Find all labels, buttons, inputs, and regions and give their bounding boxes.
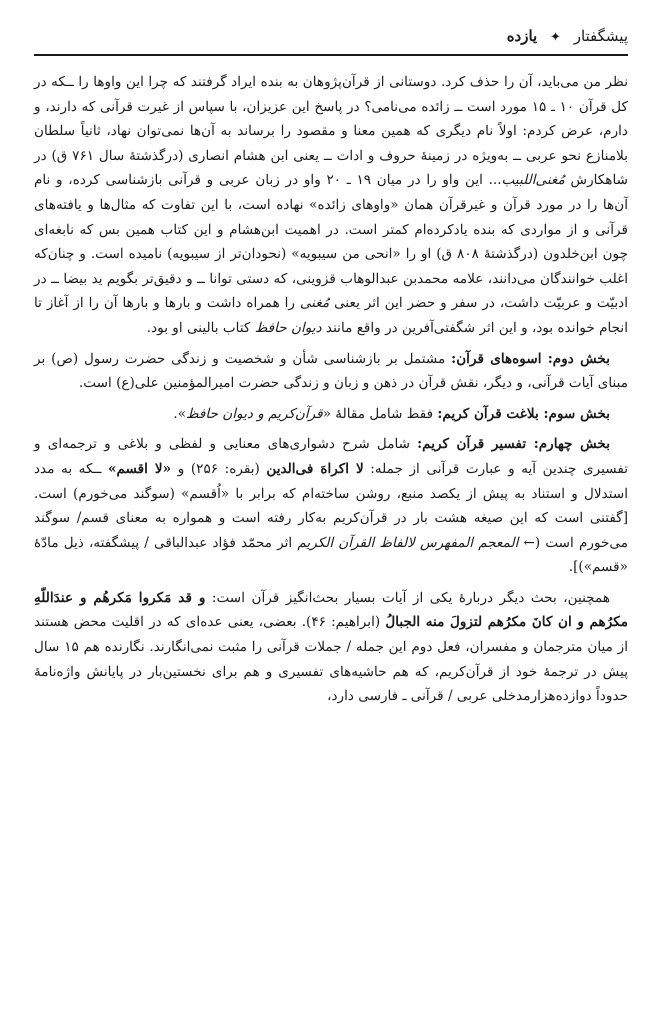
text-run: شامل شرح دشواری‌های معنایی و لفظی و بلاغی و ترجمه‌ای و تفسیری چندین آیه و عبارت قرآنی از جمله:: [34, 436, 628, 477]
paragraph-p1: [34, 70, 628, 341]
paragraph-p5: [34, 586, 628, 709]
bold-run: بخش سوم: بلاغت قرآن کریم:: [437, 405, 610, 422]
text-run: را همراه داشت و بارها و بارها آن را از آغاز تا انجام خوانده بود، و این اثر شگفتی‌آفرین در واقع مانند: [34, 295, 628, 336]
text-run: همچنین، بحث دیگر دربارهٔ یکی از آیات بسیار بحث‌انگیز قرآن است:: [205, 589, 610, 606]
text-run: ».: [173, 405, 187, 422]
italic-run: مُغنی: [299, 295, 330, 312]
book-title: پیشگفتار: [573, 27, 628, 45]
italic-run: مُغنی‌اللبیب: [501, 172, 565, 189]
text-run: (ابراهیم: ۴۶). بعضی، یعنی عده‌ای که در اقلیت محض هستند از میان مترجمان و مفسران، فعل دوم این جمله / جملات قرآنی را مثبت نمی‌انگارند. نگارنده هم ۱۵ سال پیش در ترجمهٔ خود از قرآن‌کریم، که هم حاشیه‌های تفسیری و هم برای نخستین‌بار در پایانش واژه‌نامهٔ حدوداً دوازده‌هزارمدخلی عربی / قرآنی ـ فارسی دارد،: [34, 614, 628, 705]
text-run: (بقره: ۲۵۶) و: [171, 460, 267, 477]
bold-run: لا اکراهَ فی‌الدین: [266, 460, 364, 477]
italic-run: المعجم المفهرس لالفاظ القرآن الکریم: [297, 534, 519, 551]
text-run: ــکه به مدد استدلال و استناد به پیش از یکصد منبع، روشن ساخته‌ام که برابر با «اُقسم» (سوگند می‌خورم) است. [گفتنی است که این صیغه هشت بار در قرآن‌کریم به‌کار رفته است و همواره به معنای قسم/ سوگند می‌خورم است (←: [34, 460, 628, 551]
bold-run: و قد مَکروا مَکرهُم و عندَاللّهِ مکرُهم و ان کانَ مکرُهم لتزولَ منه الجبالُ: [34, 589, 628, 631]
paragraph-p2: [34, 347, 628, 396]
paragraph-p3: [34, 402, 628, 427]
paragraph-p4: [34, 432, 628, 580]
bold-run: «لا اقسم»: [107, 460, 172, 477]
separator-ornament-icon: ✦: [550, 30, 561, 45]
italic-run: قرآن‌کریم و دیوان حافظ: [186, 405, 323, 422]
running-header: [34, 24, 628, 56]
bold-run: بخش دوم: اسوه‌های قرآن:: [451, 350, 610, 367]
text-run: کتاب بالینی او بود.: [146, 319, 255, 336]
page-number: یازده: [506, 27, 538, 45]
text-run: نظر من می‌باید، آن را حذف کرد. دوستانی از قرآن‌پژوهان به بنده ایراد گرفتند که چرا این واوها را ــکه در کل قرآن ۱۰ ـ ۱۵ مورد است ــ زائده می‌نامی؟ در پاسخ این عزیزان، با سپاس از غیرت قرآنی که دارند، و دارم، عرض کردم: اولاً نام دیگری که همین معنا و مقصود را برساند به آن‌ها نمی‌توان نهاد، ثانیاً سلطان بلامنازع نحو عربی ــ به‌ویژه در زمینهٔ حروف و ادات ــ یعنی ابن هشام انصاری (درگذشتهٔ سال ۷۶۱ ق) در شاهکارش: [34, 74, 629, 189]
italic-run: دیوان حافظ: [254, 319, 322, 336]
text-run: فقط شامل مقالهٔ «: [322, 405, 438, 422]
text-run: ... این واو را در میان ۱۹ ـ ۲۰ واو در زبان عربی و قرآنی بازشناسی کرده، و نام آن‌ها را در مورد قرآن و غیرقرآن همان «واوهای زائده» نهاده است، با این تفاوت که مثال‌ها و یافته‌های قرآنی و از مواردی که بنده یادکرده‌ام کمتر است. در اهمیت ابن‌هشام و این کتاب همین بس که نابغه‌ای چون ابن‌خلدون (درگذشتهٔ ۸۰۸ ق) او را «انحی من سیبویه» (نحودان‌تر از سیبویه) نامیده است. و چنان‌که اغلب خوانندگان می‌دانند، علامه محمدبن عبدالوهاب قزوینی، که دستی توانا ــ و دقیق‌تر بگویم ید بیضا ــ در ادبیّت و عربیّت داشت، در سفر و حضر این اثر یعنی: [34, 172, 628, 312]
text-run: اثر محمّد فؤاد عبدالباقی / پیشگفته، ذیل مادّهٔ «قسم»)].: [34, 534, 628, 576]
text-run: مشتمل بر بازشناسی شأن و شخصیت و زندگی حضرت رسول (ص) بر مبنای آیات قرآنی، و دیگر، نقش قرآن در ذهن و زبان و زندگی حضرت امیرالمؤمنین علی(ع) است.: [34, 350, 628, 392]
bold-run: بخش چهارم: تفسیر قرآن کریم:: [417, 436, 610, 453]
body-text: [34, 70, 628, 715]
